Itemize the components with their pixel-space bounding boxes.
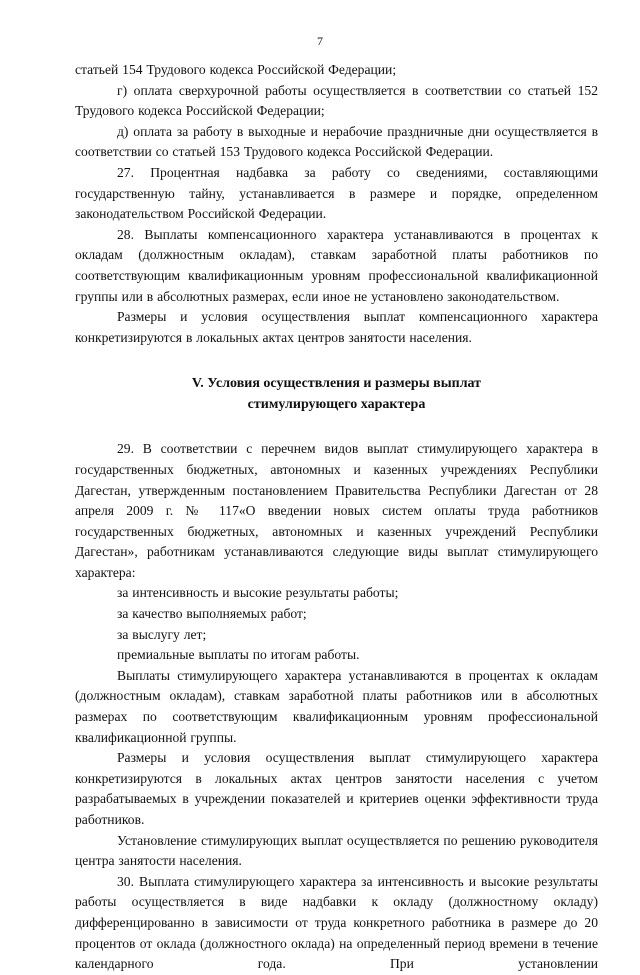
list-item-bonuses: премиальные выплаты по итогам работы. [117, 647, 360, 663]
list-item-quality: за качество выполняемых работ; [117, 606, 307, 622]
list-item-seniority: за выслугу лет; [117, 626, 207, 642]
document-body [75, 60, 598, 975]
paragraph-item-27: 27. Процентная надбавка за работу со сведениями, составляющими государственную тайну, устанавливается в размере и порядке, определенном законодательством Российской Федерации. [75, 164, 598, 222]
paragraph-item-30: 30. Выплата стимулирующего характера за интенсивность и высокие результаты работы осуществляется в виде надбавки к окладу (должностному окладу) дифференцированно в зависимости от труда конкретного работника в размере до 20 процентов от оклада (должностного оклада) на определенный период времени в течение календарного года. При установлении [75, 873, 598, 972]
paragraph-overtime-pay: г) оплата сверхурочной работы осуществляется в соответствии со статьей 152 Трудового кодекса Российской Федерации; [75, 82, 598, 119]
paragraph-incentive-decision: Установление стимулирующих выплат осуществляется по решению руководителя центра занятости населения. [75, 832, 598, 869]
section-heading-line-2: стимулирующего характера [247, 396, 426, 412]
section-heading-line-1: V. Условия осуществления и размеры выплат [191, 376, 482, 392]
paragraph-holiday-pay: д) оплата за работу в выходные и нерабочие праздничные дни осуществляется в соответствии со статьей 153 Трудового кодекса Российской Федерации. [75, 123, 598, 160]
paragraph-article-154-continuation: статьей 154 Трудового кодекса Российской Федерации; [75, 62, 397, 77]
section-heading-v [75, 374, 598, 415]
paragraph-incentive-terms: Размеры и условия осуществления выплат стимулирующего характера конкретизируются в локальных актах центров занятости населения с учетом разрабатываемых в учреждении показателей и критериев оценки эффективности труда работников. [75, 750, 598, 827]
paragraph-compensation-terms: Размеры и условия осуществления выплат компенсационного характера конкретизируются в локальных актах центров занятости населения. [75, 309, 598, 345]
paragraph-item-29: 29. В соответствии с перечнем видов выплат стимулирующего характера в государственных бюджетных, автономных и казенных учреждениях Республики Дагестан, утвержденным постановлением Правительства Республики Дагестан от 28 апреля 2009 г. № 117«О введении новых систем оплаты труда работников государственных бюджетных, автономных и казенных учреждений Республики Дагестан», работникам устанавливаются следующие виды выплат стимулирующего характера: [75, 441, 598, 580]
paragraph-item-28: 28. Выплаты компенсационного характера устанавливаются в процентах к окладам (должностным окладам), ставкам заработной платы работников по соответствующим квалификационным уровням профессиональной квалификационной группы или в абсолютных размерах, если иное не установлено законодательством. [75, 226, 598, 304]
list-item-intensity: за интенсивность и высокие результаты работы; [117, 585, 399, 601]
paragraph-incentive-payments: Выплаты стимулирующего характера устанавливаются в процентах к окладам (должностным окладам), ставкам заработной платы работников или в абсолютных размерах по соответствующим квалификационным уровням профессиональной квалификационной группы. [75, 667, 598, 745]
page-number: 7 [317, 34, 323, 48]
